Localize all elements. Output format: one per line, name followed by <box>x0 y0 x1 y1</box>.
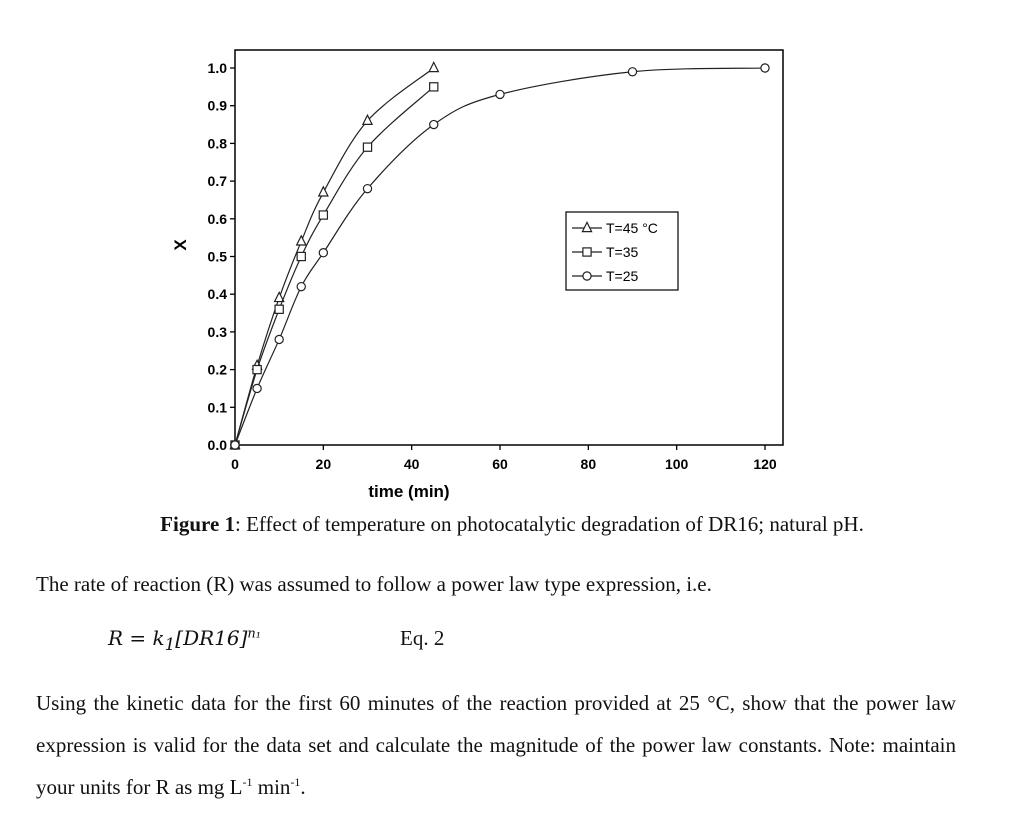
unit-exponent-min: -1 <box>290 775 301 789</box>
y-tick-label: 0.8 <box>207 135 227 152</box>
y-tick-label: 0.4 <box>207 286 227 303</box>
unit-min: min <box>252 775 291 799</box>
legend-entry: T=35 <box>606 244 639 260</box>
equation-row <box>0 626 1024 656</box>
y-tick-label: 0.6 <box>207 210 227 227</box>
x-tick-label: 120 <box>753 456 777 472</box>
y-tick-label: 0.5 <box>207 248 227 265</box>
y-tick-label: 0.1 <box>207 399 227 416</box>
y-tick-label: 0.3 <box>207 323 227 340</box>
y-tick-label: 0.9 <box>207 97 227 114</box>
equation-exponent: n₁ <box>247 626 262 642</box>
x-axis-label: time (min) <box>368 482 450 501</box>
equation-number: Eq. 2 <box>400 626 445 650</box>
x-tick-label: 100 <box>664 456 689 472</box>
equation-power-law <box>108 626 261 654</box>
legend-entry: T=25 <box>606 268 639 284</box>
y-tick-label: 0.2 <box>207 361 227 378</box>
paragraph-task-end: . <box>300 775 306 799</box>
x-tick-label: 0 <box>231 456 239 472</box>
x-tick-label: 20 <box>315 456 332 472</box>
paragraph-task-main: Using the kinetic data for the first 60 minutes of the reaction provided at 25 °C, show that the power law expression is valid for the data set and calculate the magnitude of the power law constants. Note: maintain your units for R as mg L <box>36 691 956 799</box>
figure-caption-label: Figure 1 <box>160 512 236 536</box>
y-tick-label: 1.0 <box>207 60 227 76</box>
y-tick-label: 0.7 <box>207 173 227 190</box>
unit-exponent-liter: -1 <box>242 775 253 789</box>
equation-bracket: [DR16] <box>175 626 248 650</box>
x-tick-label: 40 <box>403 456 420 472</box>
y-tick-label: 0.0 <box>207 437 227 453</box>
legend-entry: T=45 °C <box>606 220 658 236</box>
figure-caption-text: : Effect of temperature on photocatalytic degradation of DR16; natural pH. <box>235 512 864 536</box>
paragraph-task <box>36 682 956 808</box>
x-tick-label: 80 <box>580 456 597 472</box>
x-tick-label: 60 <box>492 456 508 472</box>
y-axis-label: X <box>171 239 190 251</box>
equation-lhs: R = k <box>108 626 165 650</box>
figure-caption <box>0 512 1024 537</box>
equation-subscript: 1 <box>164 635 176 654</box>
paragraph-rate-intro: The rate of reaction (R) was assumed to follow a power law type expression, i.e. <box>36 572 712 596</box>
